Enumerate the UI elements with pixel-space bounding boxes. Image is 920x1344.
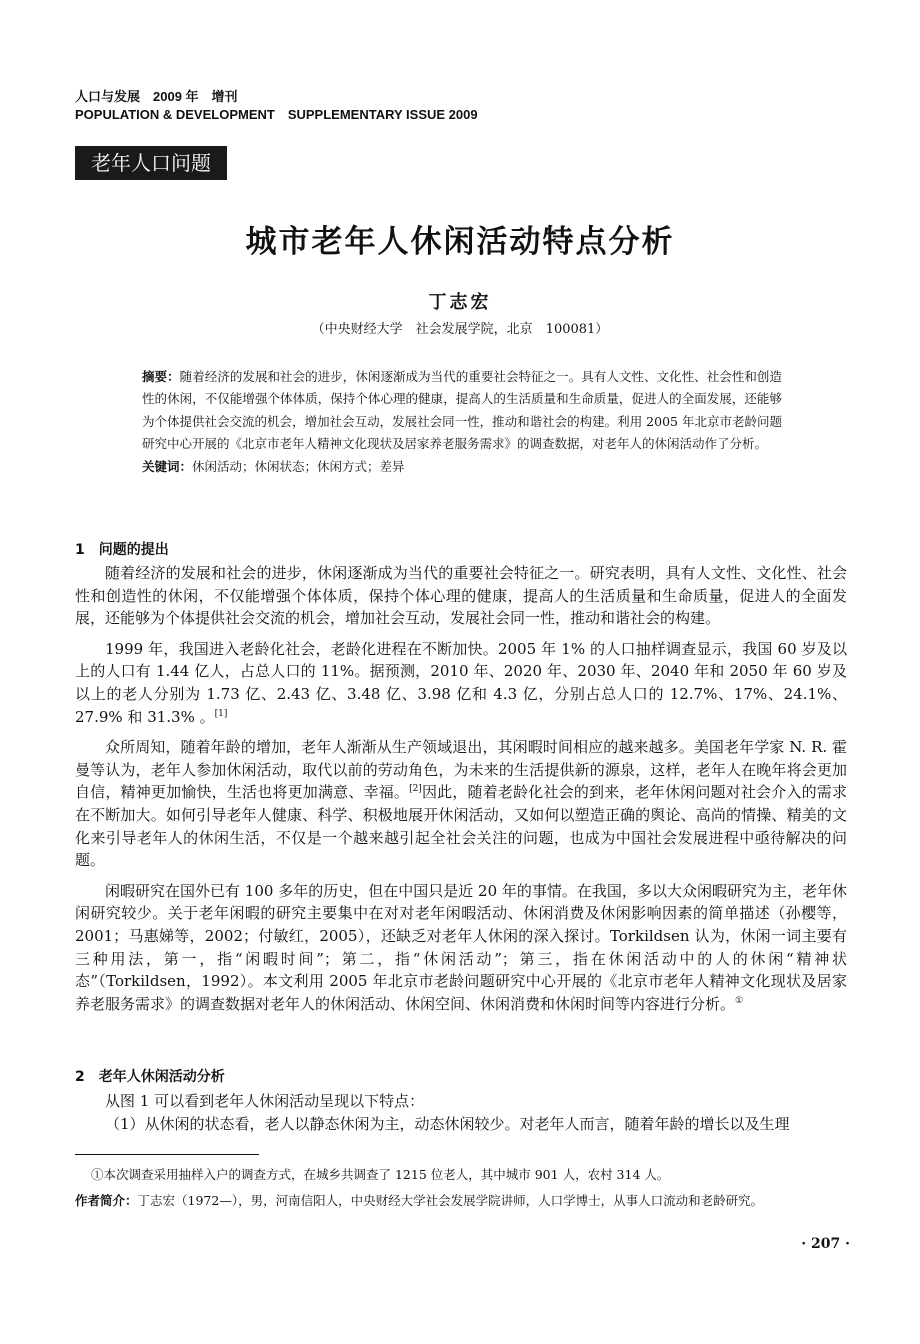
citation-ref: [1]	[214, 708, 228, 719]
journal-name-cn: 人口与发展 2009 年 增刊	[75, 89, 238, 104]
author-bio	[75, 1188, 855, 1214]
paragraph: （1）从休闲的状态看，老人以静态休闲为主，动态休闲较少。对老年人而言，随着年龄的增长以及生理	[105, 1114, 790, 1133]
paragraph-text: 因此，随着老龄化社会的到来，老年休闲问题对社会介入的需求在不断加大。如何引导老年人健康、科学、积极地展开休闲活动，又如何以塑造正确的舆论、高尚的情操、精美的文化来引导老年人的休闲生活，不仅是一个越来越引起全社会关注的问题，也成为中国社会发展进程中亟待解决的问题。	[75, 783, 847, 870]
author-bio-label: 作者简介：	[75, 1193, 138, 1208]
section-1-heading: 1 问题的提出	[75, 542, 169, 558]
paragraph	[75, 880, 847, 1016]
keywords-text: 休闲活动；休闲状态；休闲方式；差异	[192, 458, 405, 474]
article-title: 城市老年人休闲活动特点分析	[245, 224, 675, 260]
journal-header	[75, 88, 478, 124]
paragraph-text: 闲暇研究在国外已有 100 多年的历史，但在中国只是近 20 年的事情。在我国，多以大众闲暇研究为主，老年休闲研究较少。关于老年闲暇的研究主要集中在对对老年闲暇活动、休闲消费及休闲影响因素的简单描述（孙樱等，2001；马惠娣等，2002；付敏红，2005），还缺乏对老年人休闲的深入探讨。Torkildsen 认为，休闲一词主要有三种用法，第一，指“闲暇时间”；第二，指“休闲活动”；第三，指在休闲活动中的人的休闲“精神状态”（Torkildsen，1992）。本文利用 2005 年北京市老龄问题研究中心开展的《北京市老年人精神文化现状及居家养老服务需求》的调查数据对老年人的休闲活动、休闲空间、休闲消费和休闲时间等内容进行分析。	[75, 881, 847, 1013]
footnote-ref: ①	[735, 995, 744, 1006]
section-2-heading: 2 老年人休闲活动分析	[75, 1069, 225, 1085]
footnote-divider	[75, 1154, 259, 1155]
author-affiliation: （中央财经大学 社会发展学院，北京 100081）	[311, 322, 609, 337]
footnotes	[75, 1162, 855, 1214]
keywords-label: 关键词：	[142, 458, 193, 474]
paragraph: 从图 1 可以看到老年人休闲活动呈现以下特点：	[105, 1092, 425, 1110]
paragraph	[75, 638, 847, 728]
journal-name-en: POPULATION & DEVELOPMENT SUPPLEMENTARY ISSUE 2009	[75, 107, 478, 122]
citation-ref: [2]	[409, 784, 422, 795]
paragraph	[75, 736, 847, 872]
keywords	[142, 456, 782, 478]
abstract-block	[142, 366, 782, 478]
section-1-body	[75, 562, 847, 1015]
abstract-label: 摘要：	[142, 369, 180, 384]
paragraph-text: 众所周知，随着年龄的增加，老年人渐渐从生产领域退出，其闲暇时间相应的越来越多。美国老年学家 N. R. 霍曼等认为，老年人参加休闲活动，取代以前的劳动角色，为未来的生活提供新的源泉，这样，老年人在晚年将会更加自信，精神更加愉快，生活也将更加满意、幸福。	[75, 738, 847, 802]
section-2-body	[75, 1090, 847, 1135]
abstract	[142, 366, 782, 456]
paragraph: 随着经济的发展和社会的进步，休闲逐渐成为当代的重要社会特征之一。研究表明，具有人文性、文化性、社会性和创造性的休闲，不仅能增强个体体质，保持个体心理的健康，提高人的生活质量和生命质量，促进人的全面发展，还能够为个体提供社会交流的机会，增加社会互动，发展社会同一性，推动和谐社会的构建。	[75, 564, 847, 628]
paragraph-text: 1999 年，我国进入老龄化社会，老龄化进程在不断加快。2005 年 1% 的人口抽样调查显示，我国 60 岁及以上的人口有 1.44 亿人，占总人口的 11%。据预测，2010 年、2020 年、2030 年、2040 年和 2050 年 60 岁及以上的老人分别为 1.73 亿、2.43 亿、3.48 亿、3.98 亿和 4.3 亿，分别占总人口的 12.7%、17%、24.1%、27.9% 和 31.3% 。	[75, 639, 847, 726]
section-tag: 老年人口问题	[75, 146, 227, 180]
abstract-text: 随着经济的发展和社会的进步，休闲逐渐成为当代的重要社会特征之一。具有人文性、文化性、社会性和创造性的休闲，不仅能增强个体体质，保持个体心理的健康，提高人的生活质量和生命质量，促进人的全面发展，还能够为个体提供社会交流的机会，增加社会互动，发展社会同一性，推动和谐社会的构建。利用 2005 年北京市老龄问题研究中心开展的《北京市老年人精神文化现状及居家养老服务需求》的调查数据，对老年人的休闲活动作了分析。	[142, 369, 782, 452]
article-author: 丁志宏	[428, 292, 492, 313]
footnote-survey: ①本次调查采用抽样入户的调查方式，在城乡共调查了 1215 位老人，其中城市 901 人，农村 314 人。	[91, 1167, 670, 1182]
author-bio-text: 丁志宏（1972—），男，河南信阳人，中央财经大学社会发展学院讲师，人口学博士，从事人口流动和老龄研究。	[137, 1193, 764, 1208]
page-number: · 207 ·	[801, 1236, 850, 1252]
